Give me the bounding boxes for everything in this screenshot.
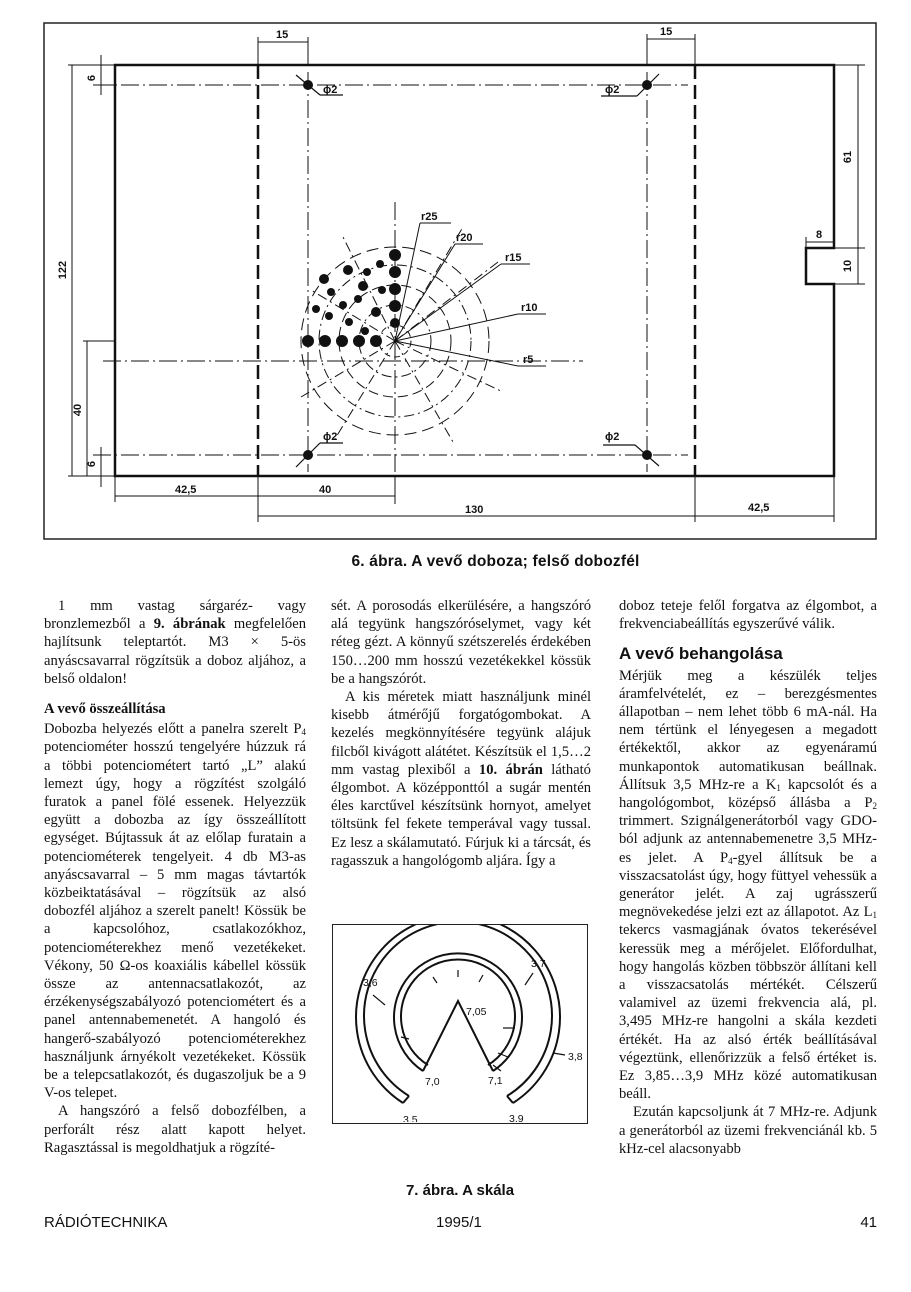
radius-label: r10 [521, 302, 538, 314]
dim-label: 40 [72, 403, 84, 417]
dim-label: 42,5 [175, 484, 197, 496]
scale-label: 7,1 [488, 1075, 503, 1087]
dim-label: 6 [86, 460, 98, 468]
paragraph: A kis méretek miatt használjunk minél kisebb átmérőjű forgatógombokat. A kezelés megkönnyítésére tegyünk alájuk filcből kivágott alátétet. Készítsük el 1,5…2 mm vastag plexiből a 10. ábrán látható élgombot. A középponttól a sugár mentén éles karctűvel készítsünk hornyot, amelyet töltsünk fel fekete temperával vagy tussal. Ez lesz a skálamutató. Fúrjuk ki a tárcsát, és ragasszuk a hangológomb aljára. Így a [331, 689, 591, 869]
scale-label: 3,6 [363, 977, 378, 989]
footer-issue: 1995/1 [436, 1214, 482, 1231]
paragraph: Mérjük meg a készülék teljes áramfelvételét, ez – berezgésmentes állapotban – nem lehet több 6 mA-nál. Ha nem tértünk el lényegesen a megadott értékektől, akkor az egyenáramú munkapontok automatikusan beállnak. Állítsuk 3,5 MHz-re a $K_1$ kapcsolót és a hangológombot, középső állásba a $P_2$ trimmert. Szignálgenerátorból vagy GDO-ból adjunk az antennabemenetre 3,5 MHz-es jelet. A $P_4$-gyel állítsuk be a visszacsatolást úgy, hogy füttyel vehessük a generátor jelét. A zaj ugrásszerű megnövekedése jelzi ezt az állapotot. Az $L_1$ tekercs vasmagjának óvatos tekerésével keressük meg a mérőjelet. Előfordulhat, hogy hangolás közben többször állítani kell a visszacsatolás mértékét. Célszerű valamivel az üzemi frekvencia alá, pl. 3,495 MHz-re hangolni a skála kezdeti értékét. Ha az alsó érték beállításával végeztünk, ellenőrizzük a felső értéket is. Ez 3,85…3,9 MHz közé automatikusan beáll. [619, 667, 877, 1103]
figure-7-caption: 7. ábra. A skála [405, 1182, 515, 1199]
paragraph: doboz teteje felől forgatva az élgombot, a frekvenciabeállítás egyszerűvé válik. [619, 598, 877, 633]
dim-label: 130 [465, 504, 484, 516]
radius-label: r5 [523, 354, 534, 366]
dim-label: 10 [842, 259, 854, 273]
scale-label: 3,9 [509, 1113, 524, 1122]
text-column-2 [331, 597, 591, 870]
paragraph: Ezután kapcsoljunk át 7 MHz-re. Adjunk a generátorból az üzemi frekvenciánál kb. 5 kHz-cel alacsonyabb [619, 1104, 877, 1157]
hole-label: ϕ2 [323, 84, 338, 96]
dim-label: 122 [57, 260, 69, 280]
dim-label: 15 [660, 26, 673, 38]
text-column-3 [619, 597, 877, 1158]
dim-label: 40 [319, 484, 332, 496]
footer-page-number: 41 [860, 1214, 877, 1231]
dim-label: 6 [86, 74, 98, 82]
dim-label: 8 [816, 229, 823, 241]
scale-label: 3,8 [568, 1051, 583, 1063]
figure-7-scale-drawing [332, 924, 588, 1124]
figure-6-drawing [43, 22, 878, 542]
paragraph: sét. A porosodás elkerülésére, a hangszóró alá tegyünk hangszóróselymet, vagy két réteg gézt. A könnyű szétszerelés érdekében 150…200 mm hosszú vezetékekkel kössük be a hangszórót. [331, 598, 591, 687]
figure-6-caption: 6. ábra. A vevő doboza; felső dobozfél [351, 553, 640, 570]
section-heading-assembly: A vevő összeállítása [44, 701, 166, 718]
section-heading-tuning: A vevő behangolása [619, 644, 783, 664]
dim-label: 15 [276, 29, 289, 41]
paragraph: 1 mm vastag sárgaréz- vagy bronzlemezből a 9. ábrának megfelelően hajlítsunk teleptartót. M3 × 5-ös anyáscsavarral rögzítsük a doboz aljához, a belső oldalon! [44, 598, 306, 687]
hole-label: ϕ2 [323, 431, 338, 443]
dim-label: 61 [842, 150, 854, 164]
paragraph: Dobozba helyezés előtt a panelra szerelt $P_4$ potenciométer hosszú tengelyére húzzuk rá a többi potenciométert tartó „L” alakú lemezt úgy, hogy a rögzítést szolgáló furatok a panel fölé essenek. Helyezzük együtt a dobozba az így összeállított egységet. Bújtassuk át az előlap furatain a potenciométerek tengelyeit. 4 db M3-as anyáscsavarral – 5 mm magas távtartók közbeiktatásával – rögzítsük az alsó dobozfél aljához a szerelt panelt! Kössük be a kapcsolóhoz, csatlakozókhoz, potenciométerekhez menő vezetékeket. Vékony, 50 Ω-os koaxiális kábellel kössük össze az antennacsatlakozót, az érzékenységszabályozó potenciométert és a panel antennabemenetét. A hangoló és hangerő-szabályozó potenciométerekhez használjunk árnyékolt vezetékeket. Kössük be a telepcsatlakozót, és dugaszoljuk be a 9 V-os telepet. [44, 721, 306, 1102]
scale-label: 7,0 [425, 1076, 440, 1088]
radius-label: r20 [456, 232, 473, 244]
footer-magazine-name: RÁDIÓTECHNIKA [44, 1214, 168, 1231]
radius-label: r25 [421, 211, 438, 223]
dim-label: 42,5 [748, 502, 770, 514]
paragraph: A hangszóró a felső dobozfélben, a perforált rész alatt kapott helyet. Ragasztással is megoldhatjuk a rögzíté- [44, 1103, 306, 1156]
text-column-1 [44, 597, 306, 1157]
radius-label: r15 [505, 252, 522, 264]
hole-label: ϕ2 [605, 84, 620, 96]
scale-label: 7,05 [466, 1006, 487, 1018]
scale-label: 3,7 [531, 958, 546, 970]
scale-label: 3,5 [403, 1114, 418, 1122]
hole-label: ϕ2 [605, 431, 620, 443]
